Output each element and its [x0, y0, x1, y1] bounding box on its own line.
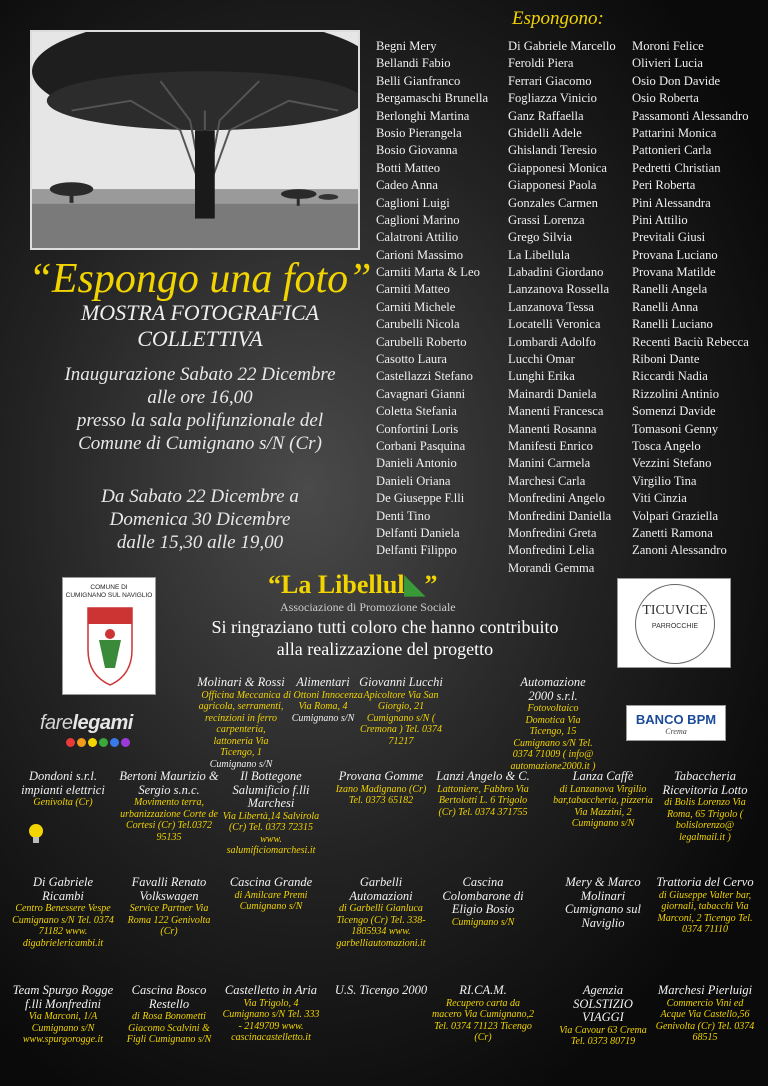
- exhibitor-name: Previtali Giusi: [632, 230, 706, 245]
- dot-icon: [110, 738, 119, 747]
- exhibitor-name: Tomasoni Genny: [632, 421, 719, 436]
- sponsor-details: Commercio Vini ed Acque Via Castello,56 Genivolta (Cr) Tel. 0374 68515: [655, 997, 755, 1043]
- exhibitors-heading: Espongono:: [512, 8, 604, 29]
- exhibitor-name: Ghidelli Adele: [508, 125, 582, 140]
- sponsor-name: Bertoni Maurizio & Sergio s.n.c.: [119, 769, 219, 797]
- sponsor-block: [654, 876, 756, 936]
- exhibitors-column-1: [376, 38, 488, 560]
- exhibitor-name: Fogliazza Vinicio: [508, 91, 597, 106]
- exhibitor-name: Belli Gianfranco: [376, 73, 461, 88]
- exhibitor-name: Manenti Rosanna: [508, 421, 597, 436]
- exhibitor-name: Pini Alessandra: [632, 195, 711, 210]
- parrocchie-text: PARROCCHIE: [651, 623, 699, 630]
- exhibitor-name: Olivieri Lucia: [632, 56, 703, 71]
- sponsor-block: [118, 770, 220, 843]
- exhibitor-name: Provana Luciano: [632, 247, 718, 262]
- exhibitor-name: Ghislandi Teresio: [508, 143, 597, 158]
- dot-icon: [88, 738, 97, 747]
- exhibitors-column-2: [508, 38, 616, 577]
- exhibitor-name: Confortini Loris: [376, 421, 459, 436]
- sponsor-name: Favalli Renato Volkswagen: [131, 875, 207, 903]
- exhibitor-name: Botti Matteo: [376, 160, 441, 175]
- exhibitor-name: Volpari Graziella: [632, 508, 719, 523]
- sponsor-name: Trattoria del Cervo: [656, 875, 754, 889]
- exhibitor-name: Somenzi Davide: [632, 404, 716, 419]
- exhibitor-name: Provana Matilde: [632, 265, 716, 280]
- sponsor-name: Castelletto in Aria: [224, 983, 318, 997]
- exhibitor-name: Pattonieri Carla: [632, 143, 712, 158]
- coat-of-arms-icon: [63, 600, 157, 690]
- sponsor-details: di Lanzanova Virgilio bar,tabaccheria, pizzeria Via Mazzini, 2 Cumignano s/N: [553, 783, 653, 829]
- thanks-message: [150, 616, 620, 660]
- sponsor-block: [118, 876, 220, 938]
- association-description: Associazione di Promozione Sociale: [280, 600, 456, 614]
- exhibitor-name: Caglioni Luigi: [376, 195, 450, 210]
- inauguration-line-4: Comune di Cumignano s/N (Cr): [78, 433, 322, 454]
- exhibitor-name: Zanoni Alessandro: [632, 543, 727, 558]
- exhibitor-name: Ranelli Luciano: [632, 317, 713, 332]
- sponsor-block: [220, 876, 322, 913]
- dot-icon: [77, 738, 86, 747]
- exhibitor-name: Ferrari Giacomo: [508, 73, 592, 88]
- exhibitor-name: Morandi Gemma: [508, 560, 595, 575]
- exhibitor-name: Ganz Raffaella: [508, 108, 584, 123]
- exhibitor-name: Locatelli Veronica: [508, 317, 601, 332]
- exhibitor-name: Carubelli Roberto: [376, 334, 467, 349]
- sponsor-block: [12, 770, 114, 809]
- exhibitor-name: Di Gabriele Marcello: [508, 39, 616, 53]
- exhibitor-name: Giapponesi Paola: [508, 178, 597, 193]
- exhibitor-name: Tosca Angelo: [632, 438, 701, 453]
- exhibitor-name: Manenti Francesca: [508, 404, 604, 419]
- sponsor-extra: Cumignano s/N: [209, 758, 273, 770]
- sponsor-details: di Bolis Lorenzo Via Roma, 65 Trigolo ( bolislorenzo@ legalmail.it ): [664, 797, 746, 843]
- inauguration-line-1: Inaugurazione Sabato 22 Dicembre: [64, 364, 336, 385]
- sponsor-details: Lattoniere, Fabbro Via Bertolotti L. 6 Trigolo (Cr) Tel. 0374 371755: [437, 783, 529, 818]
- exhibitor-name: Bergamaschi Brunella: [376, 91, 489, 106]
- dates-line-3: dalle 15,30 alle 19,00: [116, 532, 284, 553]
- sponsor-name: Garbelli Automazioni: [349, 875, 413, 903]
- sponsor-name: Agenzia SOLSTIZIO VIAGGI: [573, 983, 633, 1024]
- sponsor-block: [12, 984, 114, 1046]
- exhibitor-name: Lunghi Erika: [508, 369, 575, 384]
- exhibitor-name: Riboni Dante: [632, 352, 700, 367]
- ticuvice-text: TICUVICE: [642, 603, 708, 618]
- exhibitor-name: Ranelli Anna: [632, 299, 699, 314]
- sponsor-name: Il Bottegone Salumificio f.lli Marchesi: [232, 769, 310, 810]
- sponsor-block: [278, 676, 368, 724]
- sponsor-details: di Giuseppe Valter bar, giornali, tabacchi Via Marconi, 2 Ticengo Tel. 0374 71110: [657, 889, 753, 935]
- exhibitor-name: Gonzales Carmen: [508, 195, 598, 210]
- sponsor-name: Alimentari: [296, 675, 350, 689]
- sponsor-block: [432, 876, 534, 928]
- exhibitor-name: Calatroni Attilio: [376, 230, 459, 245]
- exhibitors-column-3: [632, 38, 749, 560]
- exhibitor-name: Bellandi Fabio: [376, 56, 451, 71]
- sponsor-block: [654, 984, 756, 1044]
- sponsor-block: [356, 676, 446, 747]
- sponsor-details: Via Libertà,14 Salvirola (Cr) Tel. 0373 72315 www. salumificiomarchesi.it: [222, 810, 320, 856]
- banco-bpm-logo: [626, 705, 726, 741]
- sponsor-details: Service Partner Via Roma 122 Genivolta (Cr): [127, 903, 211, 937]
- comune-logo-line-1: COMUNE DI: [90, 584, 128, 591]
- sponsor-name: Cascina Colombarone di Eligio Bosio: [442, 875, 524, 916]
- sponsor-details: Recupero carta da macero Via Cumignano,2 Tel. 0374 71123 Ticengo (Cr): [432, 997, 534, 1043]
- exhibitor-name: Delfanti Daniela: [376, 525, 460, 540]
- sponsor-block: [330, 770, 432, 807]
- sponsor-block: [552, 770, 654, 830]
- exhibitor-name: Carioni Massimo: [376, 247, 464, 262]
- exhibitor-name: Casotto Laura: [376, 352, 447, 367]
- dragonfly-icon: ◣: [404, 570, 425, 599]
- libellula-name-end: ”: [424, 570, 438, 599]
- exhibitor-name: La Libellula: [508, 247, 570, 262]
- exhibitor-name: Monfredini Angelo: [508, 491, 605, 506]
- subtitle: [0, 300, 400, 352]
- exhibitor-name: Lombardi Adolfo: [508, 334, 596, 349]
- exhibitor-name: Riccardi Nadia: [632, 369, 708, 384]
- exhibitor-name: Osio Roberta: [632, 91, 699, 106]
- exhibitor-name: Bosio Giovanna: [376, 143, 458, 158]
- sponsor-details: Via Marconi, 1/A Cumignano s/N www.spurgorogge.it: [22, 1011, 104, 1045]
- sponsor-details: Centro Benessere Vespe Cumignano s/N Tel. 0374 71182 www. digabrielericambi.it: [12, 903, 114, 949]
- exhibitor-name: Vezzini Stefano: [632, 456, 712, 471]
- sponsor-details: Genivolta (Cr): [33, 797, 93, 808]
- exhibitor-name: Carniti Matteo: [376, 282, 450, 297]
- exhibitor-name: Labadini Giordano: [508, 265, 604, 280]
- sponsor-details: Officina Meccanica agricola, serramenti, recinzioni in ferro carpenteria, lattoneria Via Ticengo, 1: [198, 689, 284, 758]
- sponsor-name: Team Spurgo Rogge f.lli Monfredini: [12, 983, 114, 1011]
- exhibitor-name: Rizzolini Antinio: [632, 386, 720, 401]
- comune-cumignano-logo: [62, 577, 156, 695]
- sponsor-name: Molinari & Rossi: [197, 675, 285, 689]
- sponsor-name: Mery & Marco Molinari Cumignano sul Naviglio: [564, 875, 642, 930]
- sponsor-details: Izano Madignano (Cr) Tel. 0373 65182: [335, 783, 427, 806]
- sponsor-name: Tabaccheria Ricevitoria Lotto: [662, 769, 748, 797]
- farelegami-fare: fare: [40, 712, 73, 734]
- exhibitor-name: Coletta Stefania: [376, 404, 457, 419]
- exhibitor-name: Delfanti Filippo: [376, 543, 457, 558]
- exhibitor-name: Monfredini Greta: [508, 525, 597, 540]
- ticuvice-parrocchie-logo: [617, 578, 731, 668]
- sponsor-block: [196, 676, 286, 770]
- exhibitor-name: Ranelli Angela: [632, 282, 708, 297]
- dates-line-1: Da Sabato 22 Dicembre a: [101, 486, 299, 507]
- sponsor-details: Movimento terra, urbanizzazione Corte de Cortesi (Cr) Tel.0372 95135: [120, 797, 218, 843]
- sponsor-name: Cascina Grande: [229, 875, 313, 889]
- sponsor-name: Automazione 2000 s.r.l.: [520, 675, 586, 703]
- sponsor-block: [118, 984, 220, 1046]
- exhibitor-name: Recenti Baciù Rebecca: [632, 334, 749, 349]
- sponsor-block: [330, 984, 432, 998]
- sponsor-name: Dondoni s.r.l. impianti elettrici: [21, 769, 105, 797]
- sponsor-block: [432, 770, 534, 818]
- sponsor-name: Cascina Bosco Restello: [131, 983, 207, 1011]
- sponsor-block: [12, 876, 114, 949]
- exhibitor-name: De Giuseppe F.lli: [376, 491, 465, 506]
- exhibitor-name: Castellazzi Stefano: [376, 369, 473, 384]
- banco-city: Crema: [665, 727, 687, 736]
- exhibitor-name: Danieli Oriana: [376, 473, 451, 488]
- inauguration-line-2: alle ore 16,00: [147, 387, 253, 408]
- exhibitor-name: Lanzanova Rossella: [508, 282, 610, 297]
- exhibitor-name: Cadeo Anna: [376, 178, 438, 193]
- inauguration-line-3: presso la sala polifunzionale del: [76, 410, 324, 431]
- exhibitor-name: Pedretti Christian: [632, 160, 721, 175]
- farelegami-logo: [40, 712, 133, 735]
- sponsor-block: [432, 984, 534, 1044]
- exhibitor-name: Carniti Michele: [376, 299, 456, 314]
- exhibitor-name: Berlonghi Martina: [376, 108, 470, 123]
- exhibitor-name: Lanzanova Tessa: [508, 299, 594, 314]
- dot-icon: [99, 738, 108, 747]
- la-libellula-name: [268, 570, 438, 600]
- sponsor-name: U.S. Ticengo 2000: [334, 983, 428, 997]
- main-title: “Espongo una foto”: [28, 256, 372, 302]
- sponsor-details: Cumignano s/N: [451, 916, 515, 928]
- exhibitor-name: Marchesi Carla: [508, 473, 586, 488]
- exhibitor-name: Bosio Pierangela: [376, 125, 462, 140]
- sponsor-block: [552, 876, 654, 930]
- exhibitor-name: Osio Don Davide: [632, 73, 721, 88]
- exhibitor-name: Carniti Marta & Leo: [376, 265, 480, 280]
- dot-icon: [121, 738, 130, 747]
- subtitle-line-2: COLLETTIVA: [137, 326, 263, 351]
- sponsor-block: [552, 984, 654, 1048]
- exhibitor-name: Moroni Felice: [632, 39, 704, 53]
- dates-line-2: Domenica 30 Dicembre: [109, 509, 291, 530]
- exhibitor-name: Grassi Lorenza: [508, 212, 585, 227]
- exhibitor-name: Passamonti Alessandro: [632, 108, 749, 123]
- lightbulb-icon: [26, 822, 46, 846]
- exhibitor-name: Cavagnari Gianni: [376, 386, 466, 401]
- exhibitor-name: Lucchi Omar: [508, 352, 575, 367]
- sponsor-name: Provana Gomme: [338, 769, 424, 783]
- exhibitor-name: Danieli Antonio: [376, 456, 457, 471]
- dot-icon: [66, 738, 75, 747]
- exhibitor-name: Caglioni Marino: [376, 212, 460, 227]
- exhibitor-name: Peri Roberta: [632, 178, 696, 193]
- exhibitor-name: Denti Tino: [376, 508, 431, 523]
- sponsor-name: Giovanni Lucchi: [359, 675, 443, 689]
- sponsor-details: Fotovoltaico Domotica Via Ticengo, 15 Cumignano s/N Tel. 0374 71009 ( info@ automazione2000.it ): [510, 703, 596, 772]
- exhibitor-name: Corbani Pasquina: [376, 438, 466, 453]
- exhibitor-name: Viti Cinzia: [632, 491, 687, 506]
- thanks-line-2: alla realizzazione del progetto: [276, 639, 494, 659]
- exhibitor-name: Monfredini Lelia: [508, 543, 595, 558]
- farelegami-legami: legami: [72, 712, 133, 734]
- banco-bpm-text: BANCO BPM: [635, 712, 717, 727]
- sponsor-details: Apicoltore Via San Giorgio, 21 Cumignano s/N ( Cremona ) Tel. 0374 71217: [359, 689, 443, 747]
- farelegami-dots: [66, 738, 130, 747]
- subtitle-line-1: MOSTRA FOTOGRAFICA: [80, 300, 320, 325]
- sponsor-details: di Garbelli Gianluca Ticengo (Cr) Tel. 338-1805934 www. garbelliautomazioni.it: [336, 903, 426, 949]
- sponsor-name: Di Gabriele Ricambi: [32, 875, 94, 903]
- exhibitor-name: Manini Carmela: [508, 456, 591, 471]
- exhibitor-name: Feroldi Piera: [508, 56, 574, 71]
- comune-logo-line-2: CUMIGNANO SUL NAVIGLIO: [65, 592, 153, 599]
- dragon-tree-photo: [30, 30, 360, 250]
- sponsor-block: [654, 770, 756, 843]
- sponsor-name: RI.CA.M.: [459, 983, 507, 997]
- sponsor-name: Lanzi Angelo & C.: [436, 769, 530, 783]
- libellula-name-text: “La Libellul: [268, 570, 405, 599]
- exhibitor-name: Pattarini Monica: [632, 125, 717, 140]
- sponsor-name: Marchesi Pierluigi: [657, 983, 753, 997]
- exhibitor-name: Zanetti Ramona: [632, 525, 713, 540]
- sponsor-details: di Ottoni Innocenza Via Roma, 4: [283, 689, 363, 712]
- exhibitor-name: Grego Silvia: [508, 230, 573, 245]
- exhibitor-name: Giapponesi Monica: [508, 160, 607, 175]
- sponsor-details: Via Trigolo, 4 Cumignano s/N Tel. 333 - 2149709 www. cascinacastelletto.it: [222, 997, 320, 1043]
- exhibitor-name: Pini Attilio: [632, 212, 688, 227]
- sponsor-name: Lanza Caffè: [572, 769, 634, 783]
- sponsor-block: [220, 770, 322, 857]
- exhibitor-name: Manifesti Enrico: [508, 438, 593, 453]
- exhibitor-name: Monfredini Daniella: [508, 508, 612, 523]
- exhibitor-name: Virgilio Tina: [632, 473, 697, 488]
- exhibitor-name: Carubelli Nicola: [376, 317, 460, 332]
- sponsor-block: [330, 876, 432, 949]
- sponsor-block: [220, 984, 322, 1044]
- sponsor-block: [508, 676, 598, 772]
- thanks-line-1: Si ringraziano tutti coloro che hanno contribuito: [211, 617, 559, 637]
- opening-dates: [10, 485, 390, 554]
- inauguration-info: [10, 363, 390, 455]
- exhibitor-name: Begni Mery: [376, 39, 437, 53]
- sponsor-details: Via Cavour 63 Crema Tel. 0373 80719: [559, 1024, 647, 1047]
- sponsor-details: di Rosa Bonometti Giacomo Scalvini & Figli Cumignano s/N: [126, 1011, 212, 1045]
- sponsor-details: di Amilcare Premi Cumignano s/N: [234, 889, 308, 912]
- sponsor-extra: Cumignano s/N: [291, 712, 355, 724]
- exhibitor-name: Mainardi Daniela: [508, 386, 597, 401]
